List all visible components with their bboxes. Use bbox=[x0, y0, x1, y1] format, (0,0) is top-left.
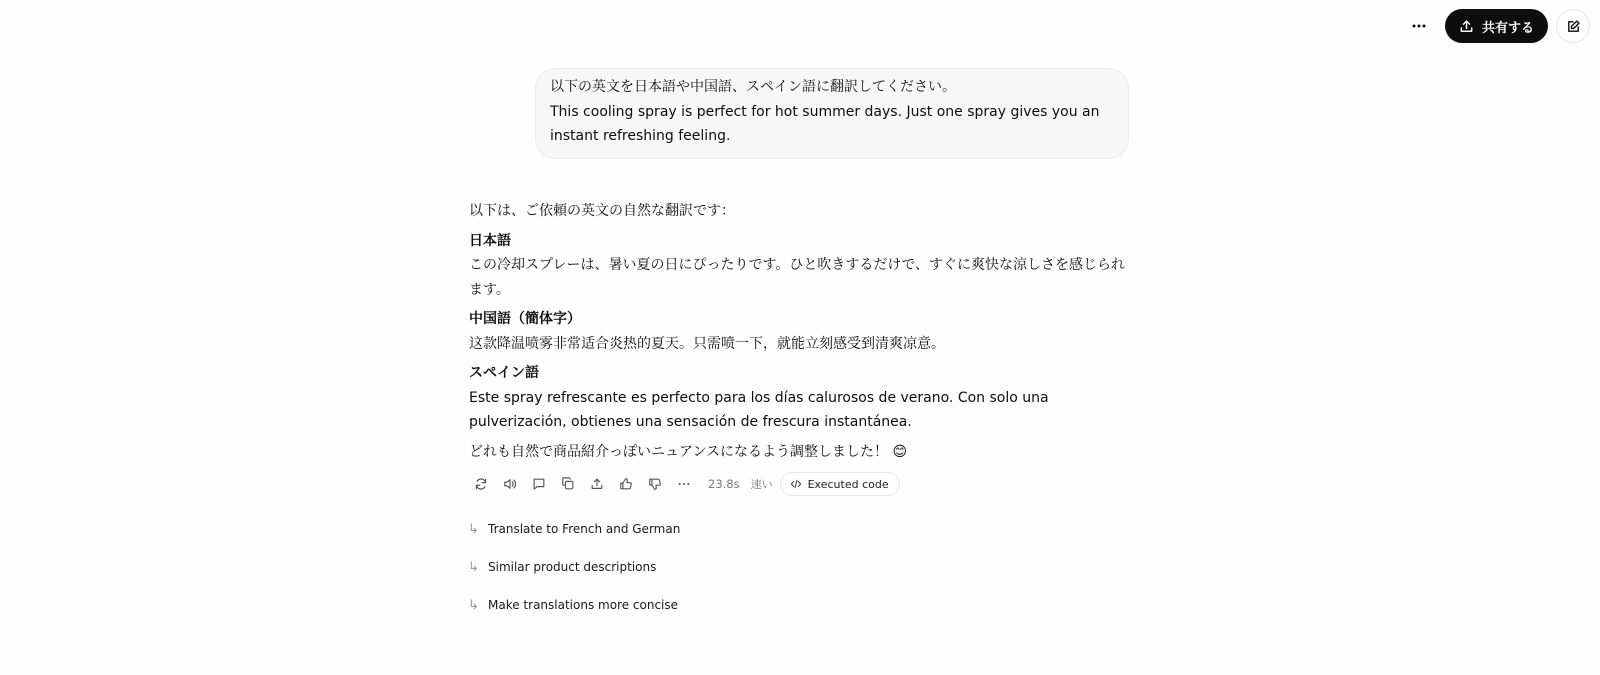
translation-chinese bbox=[469, 307, 1129, 356]
section-heading: 日本語 bbox=[469, 232, 511, 249]
section-heading: 中国語（簡体字） bbox=[469, 311, 581, 327]
regenerate-button[interactable] bbox=[466, 472, 495, 496]
follow-up-suggestions bbox=[468, 517, 680, 631]
suggestion-label: Translate to French and German bbox=[488, 522, 681, 536]
top-bar bbox=[1401, 8, 1590, 44]
copy-icon bbox=[561, 477, 575, 491]
response-duration: 23.8s bbox=[708, 477, 740, 491]
translation-spanish bbox=[469, 361, 1129, 435]
new-chat-button[interactable] bbox=[1556, 9, 1590, 43]
assistant-message bbox=[469, 199, 1129, 464]
share-icon bbox=[590, 477, 604, 491]
comment-icon bbox=[532, 477, 546, 491]
section-text: 这款降温喷雾非常适合炎热的夏天。只需喷一下，就能立刻感受到清爽凉意。 bbox=[469, 335, 945, 352]
thumbs-up-button[interactable] bbox=[611, 472, 640, 496]
share-label: 共有する bbox=[1481, 20, 1534, 36]
section-text: この冷却スプレーは、暑い夏の日にぴったりです。ひと吹きするだけで、すぐに爽快な涼しさを感じられます。 bbox=[469, 257, 1126, 298]
more-options-button[interactable] bbox=[1401, 8, 1437, 44]
response-speed: 速い bbox=[750, 478, 773, 491]
suggestion-label: Similar product descriptions bbox=[488, 560, 657, 574]
assistant-intro: 以下は、ご依頼の英文の自然な翻訳です： bbox=[469, 203, 735, 219]
return-arrow-icon: ↳ bbox=[468, 597, 479, 613]
suggestion-item[interactable] bbox=[468, 593, 680, 617]
section-text: Este spray refrescante es perfecto para los días calurosos de verano. Con solo una pulverización, obtienes una sensación de frescura instantánea. bbox=[469, 389, 1049, 430]
user-message-line: This cooling spray is perfect for hot summer days. Just one spray gives you an instant refreshing feeling. bbox=[550, 103, 1100, 144]
share-message-button[interactable] bbox=[582, 472, 611, 496]
share-button[interactable] bbox=[1445, 9, 1548, 43]
thumbs-up-icon bbox=[619, 477, 633, 491]
copy-button[interactable] bbox=[553, 472, 582, 496]
code-icon bbox=[790, 478, 802, 490]
thumbs-down-button[interactable] bbox=[640, 472, 669, 496]
more-actions-button[interactable] bbox=[669, 472, 698, 496]
thumbs-down-icon bbox=[648, 477, 662, 491]
suggestion-label: Make translations more concise bbox=[488, 598, 679, 612]
regenerate-icon bbox=[474, 477, 488, 491]
message-actions bbox=[466, 472, 900, 496]
return-arrow-icon: ↳ bbox=[468, 559, 479, 575]
upload-icon bbox=[1459, 19, 1474, 34]
read-aloud-icon bbox=[503, 477, 517, 491]
translation-japanese bbox=[469, 229, 1129, 303]
executed-code-chip[interactable] bbox=[780, 472, 900, 496]
return-arrow-icon: ↳ bbox=[468, 521, 479, 537]
comment-button[interactable] bbox=[524, 472, 553, 496]
user-message bbox=[535, 68, 1129, 159]
section-heading: スペイン語 bbox=[469, 365, 539, 381]
executed-code-label: Executed code bbox=[807, 477, 889, 491]
edit-pencil-icon bbox=[1566, 19, 1581, 34]
suggestion-item[interactable] bbox=[468, 555, 680, 579]
assistant-closing: どれも自然で商品紹介っぽいニュアンスになるよう調整しました！ 😊 bbox=[469, 443, 908, 460]
suggestion-item[interactable] bbox=[468, 517, 680, 541]
more-horizontal-icon bbox=[1411, 18, 1427, 34]
user-message-line: 以下の英文を日本語や中国語、スペイン語に翻訳してください。 bbox=[550, 79, 956, 95]
more-horizontal-icon bbox=[677, 477, 691, 491]
read-aloud-button[interactable] bbox=[495, 472, 524, 496]
